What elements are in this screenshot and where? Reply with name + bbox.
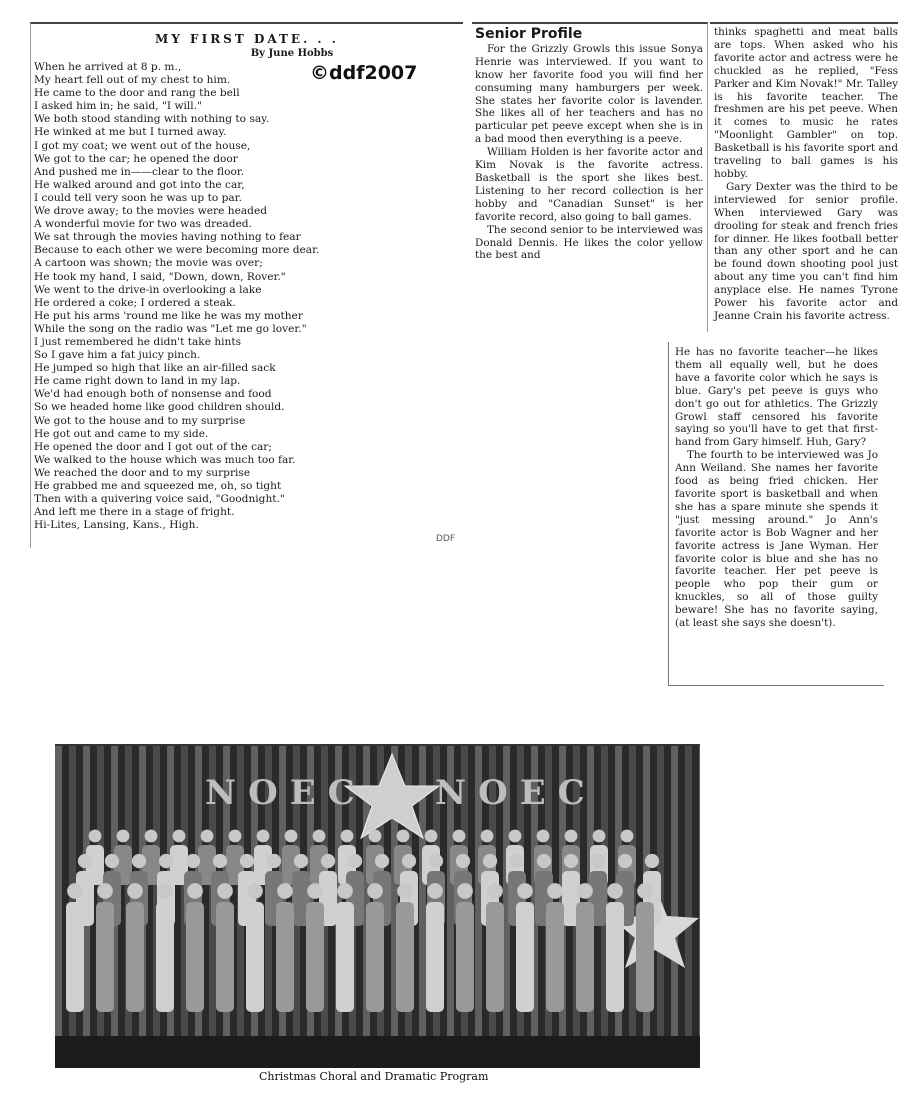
poem-line: And left me there in a stage of fright. (34, 506, 235, 519)
poem-line: He grabbed me and squeezed me, oh, so tight (34, 480, 282, 492)
poem-line: I just remembered he didn't take hints (34, 335, 242, 348)
curtain-fold (685, 746, 692, 1046)
poem-line: We sat through the movies having nothing to fear (34, 231, 301, 244)
poem-article (30, 22, 463, 548)
profile-column-2 (710, 22, 898, 334)
poem-line: He came right down to land in my lap. (34, 375, 241, 388)
poem-line: He took my hand, I said, "Down, down, Rover." (34, 270, 286, 283)
poem-line: I asked him in; he said, "I will." (34, 100, 202, 113)
photo-caption: Christmas Choral and Dramatic Program (259, 1070, 489, 1083)
poem-line: We both stood standing with nothing to say. (34, 113, 270, 126)
poem-line: He got out and came to my side. (34, 427, 209, 440)
poem-line: We walked to the house which was much too far. (34, 453, 296, 466)
poem-byline: By June Hobbs (250, 48, 334, 59)
poem-line: He opened the door and I got out of the car; (34, 440, 272, 453)
choral-photo (55, 744, 700, 1068)
poem-line: We drove away; to the movies were headed (34, 205, 267, 218)
poem-line: My heart fell out of my chest to him. (34, 74, 231, 87)
profile-paragraph: The fourth to be interviewed was Jo Ann Weiland. She names her favorite food as being fried chicken. Her favorite sport is basketball and when she has a spare minute she spends it "just messing around." Jo Ann's favorite actor is Bob Wagner and her favorite actress is Jane Wyman. Her favorite color is blue and she has no favorite teacher. Her pet peeve is people who pop their gum or knuckles, so all of those guilty beware! She has no favorite saying, (at least she says she doesn't). (675, 449, 878, 630)
poem-line: While the song on the radio was "Let me go lover." (34, 322, 307, 335)
poem-title: MY FIRST DATE. . . (155, 32, 339, 46)
poem-line: We got to the house and to my surprise (34, 414, 246, 427)
watermark: ©ddf2007 (310, 62, 418, 84)
poem-line: We reached the door and to my surprise (34, 466, 251, 479)
poem-line: A wonderful movie for two was dreaded. (34, 218, 252, 231)
poem-line: When he arrived at 8 p. m., (34, 61, 182, 73)
poem-line: He ordered a coke; I ordered a steak. (34, 296, 236, 309)
curtain-fold (671, 746, 678, 1046)
curtain-fold (55, 746, 62, 1046)
banner-right: NOEC (435, 773, 597, 813)
profile-paragraph: Gary Dexter was the third to be interviewed for senior profile. When interviewed Gary was drooling for steak and french fries for dinner. He likes football better than any other sport and he can be found down shooting pool just about any time you can't find him anyplace else. He names Tyrone Power his favorite actor and Jeanne Crain his favorite actress. (714, 180, 898, 322)
profile-heading: Senior Profile (475, 26, 583, 42)
poem-lines (34, 61, 463, 532)
profile-column-1 (472, 22, 708, 332)
poem-line: He came to the door and rang the bell (34, 87, 240, 100)
profile-paragraph: The second senior to be interviewed was Donald Dennis. He likes the color yellow the best and (475, 223, 703, 262)
choral-photo-image (55, 746, 700, 1068)
poem-line: Then with a quivering voice said, "Goodnight." (34, 493, 285, 506)
poem-line: And pushed me in——clear to the floor. (34, 165, 245, 178)
banner-left: NOEC (205, 773, 367, 813)
poem-line: I could tell very soon he was up to par. (34, 191, 242, 204)
profile-paragraph: thinks spaghetti and meat balls are tops. When asked who his favorite actor and actress were he chuckled as he replied, "Fess Parker and Kim Novak!" Mr. Talley is his favorite teacher. The freshmen are his pet peeve. When it comes to music he rates "Moonlight Gambler" on top. Basketball is his favorite sport and traveling to ball games is his hobby. (714, 26, 898, 180)
profile-paragraph: For the Grizzly Growls this issue Sonya Henrie was interviewed. If you want to know her favorite food you will find her consuming many hamburgers per week. She states her favorite color is lavender. She likes all of her teachers and has no particular pet peeve except when she is in a bad mood then everything is a peeve. (475, 42, 703, 146)
poem-line: Because to each other we were becoming more dear. (34, 244, 320, 257)
ddf-mark: DDF (435, 534, 455, 544)
poem-line: We got to the car; he opened the door (34, 152, 238, 165)
poem-line: Hi-Lites, Lansing, Kans., High. (34, 519, 199, 532)
profile-paragraph: William Holden is her favorite actor and Kim Novak is the favorite actress. Basketball is the sport she likes best. Listening to her record collection is her hobby and "Canadian Sunset" is her favorite record, also going to ball games. (475, 146, 703, 223)
profile-column-1-body (475, 43, 703, 262)
stage-floor (55, 1036, 700, 1068)
poem-line: So I gave him a fat juicy pinch. (34, 349, 201, 362)
poem-line: He put his arms 'round me like he was my mother (34, 309, 303, 322)
poem-line: He jumped so high that like an air-filled sack (34, 362, 276, 375)
poem-line: So we headed home like good children should. (34, 401, 285, 414)
poem-line: A cartoon was shown; the movie was over; (34, 257, 263, 270)
poem-line: We went to the drive-in overlooking a lake (34, 283, 262, 296)
poem-line: He walked around and got into the car, (34, 178, 245, 191)
poem-line: We'd had enough both of nonsense and food (34, 388, 272, 401)
curtain-fold (699, 746, 700, 1046)
poem-line: He winked at me but I turned away. (34, 126, 227, 139)
profile-paragraph: He has no favorite teacher—he likes them all equally well, but he does have a favorite color which he says is blue. Gary's pet peeve is guys who don't go out for athletics. The Grizzly Growl staff censored his favorite saying so you'll have to get that first-hand from Gary himself. Huh, Gary? (675, 346, 878, 449)
poem-line: I got my coat; we went out of the house, (34, 139, 251, 152)
profile-column-3 (668, 342, 884, 686)
